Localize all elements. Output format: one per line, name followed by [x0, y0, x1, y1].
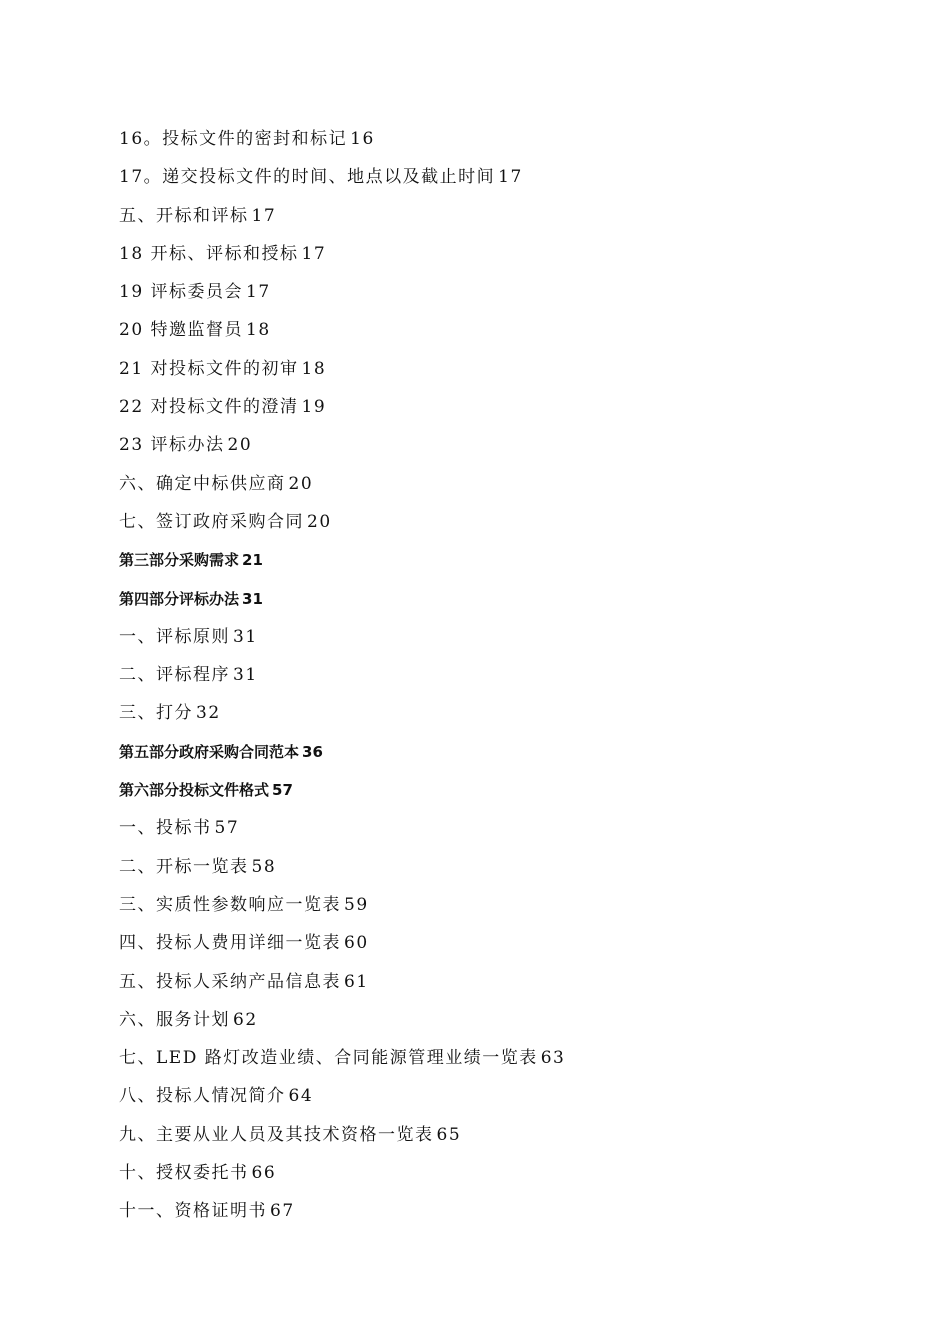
toc-entry[interactable] — [119, 809, 879, 847]
toc-entry-title: 第三部分采购需求 — [119, 551, 240, 570]
toc-page-number: 58 — [251, 856, 277, 877]
toc-entry-title: 二、评标程序 — [119, 665, 230, 686]
toc-entry[interactable] — [119, 388, 879, 426]
toc-page-number: 63 — [540, 1048, 566, 1069]
toc-entry[interactable] — [119, 1039, 879, 1077]
toc-page-number: 20 — [288, 473, 314, 494]
toc-entry-title: 19 评标委员会 — [119, 282, 244, 303]
toc-entry-title: 一、投标书 — [119, 818, 212, 839]
toc-entry[interactable] — [119, 1116, 879, 1154]
table-of-contents — [119, 120, 879, 1231]
toc-entry-title: 七、LED 路灯改造业绩、合同能源管理业绩一览表 — [119, 1048, 538, 1069]
toc-part-heading[interactable] — [119, 733, 879, 771]
toc-entry-title: 第五部分政府采购合同范本 — [119, 742, 300, 761]
toc-entry[interactable] — [119, 924, 879, 962]
toc-entry-title: 18 开标、评标和授标 — [119, 243, 299, 264]
toc-entry[interactable] — [119, 1001, 879, 1039]
toc-entry-title: 五、开标和评标 — [119, 205, 249, 226]
toc-entry[interactable] — [119, 350, 879, 388]
toc-entry[interactable] — [119, 848, 879, 886]
toc-entry-title: 十、授权委托书 — [119, 1163, 249, 1184]
toc-part-heading[interactable] — [119, 541, 879, 579]
toc-page-number: 32 — [196, 703, 221, 724]
toc-page-number: 18 — [301, 358, 327, 379]
toc-entry[interactable] — [119, 273, 879, 311]
toc-page-number: 66 — [251, 1163, 277, 1184]
toc-entry[interactable] — [119, 694, 879, 732]
toc-entry-title: 八、投标人情况简介 — [119, 1086, 286, 1107]
toc-entry-title: 23 评标办法 — [119, 435, 225, 456]
toc-page-number: 20 — [227, 435, 253, 456]
toc-page-number: 57 — [272, 781, 293, 800]
toc-page-number: 20 — [307, 511, 332, 532]
toc-page-number: 31 — [233, 665, 258, 686]
toc-page-number: 59 — [344, 894, 369, 915]
toc-page-number: 17 — [246, 282, 271, 303]
toc-entry[interactable] — [119, 618, 879, 656]
toc-part-heading[interactable] — [119, 771, 879, 809]
toc-page-number: 61 — [344, 971, 369, 992]
toc-entry[interactable] — [119, 465, 879, 503]
toc-entry-title: 22 对投标文件的澄清 — [119, 397, 299, 418]
toc-entry-title: 六、确定中标供应商 — [119, 473, 286, 494]
toc-entry[interactable] — [119, 158, 879, 196]
toc-entry[interactable] — [119, 120, 879, 158]
toc-page-number: 17 — [251, 205, 277, 226]
toc-entry-title: 三、打分 — [119, 703, 193, 724]
toc-page-number: 19 — [301, 397, 327, 418]
toc-entry[interactable] — [119, 1154, 879, 1192]
toc-page-number: 65 — [436, 1124, 462, 1145]
toc-entry-title: 九、主要从业人员及其技术资格一览表 — [119, 1124, 434, 1145]
toc-page-number: 64 — [288, 1086, 314, 1107]
toc-entry-title: 十一、资格证明书 — [119, 1201, 267, 1222]
toc-page-number: 62 — [233, 1009, 258, 1030]
toc-entry-title: 四、投标人费用详细一览表 — [119, 933, 341, 954]
toc-entry[interactable] — [119, 656, 879, 694]
toc-page-number: 60 — [344, 933, 369, 954]
toc-page-number: 57 — [214, 818, 240, 839]
toc-entry-title: 16。投标文件的密封和标记 — [119, 129, 348, 149]
toc-entry-title: 三、实质性参数响应一览表 — [119, 894, 341, 915]
toc-entry-title: 第四部分评标办法 — [119, 589, 240, 608]
toc-entry-title: 六、服务计划 — [119, 1009, 230, 1030]
toc-entry[interactable] — [119, 311, 879, 349]
toc-page-number: 17 — [301, 243, 327, 264]
toc-page-number: 31 — [242, 589, 263, 608]
toc-entry[interactable] — [119, 1077, 879, 1115]
toc-entry[interactable] — [119, 886, 879, 924]
toc-entry-title: 七、签订政府采购合同 — [119, 511, 304, 532]
toc-entry-title: 第六部分投标文件格式 — [119, 781, 270, 800]
toc-part-heading[interactable] — [119, 580, 879, 618]
toc-page-number: 36 — [302, 742, 323, 761]
toc-entry-title: 五、投标人采纳产品信息表 — [119, 971, 341, 992]
toc-entry[interactable] — [119, 235, 879, 273]
toc-page-number: 16 — [350, 129, 375, 149]
toc-entry[interactable] — [119, 1192, 879, 1230]
toc-entry[interactable] — [119, 963, 879, 1001]
toc-entry[interactable] — [119, 197, 879, 235]
toc-entry-title: 17。递交投标文件的时间、地点以及截止时间 — [119, 167, 496, 188]
toc-entry[interactable] — [119, 503, 879, 541]
toc-entry-title: 二、开标一览表 — [119, 856, 249, 877]
toc-entry[interactable] — [119, 426, 879, 464]
toc-page-number: 17 — [498, 167, 523, 188]
toc-page-number: 18 — [246, 320, 271, 341]
toc-page-number: 21 — [242, 551, 263, 570]
toc-entry-title: 一、评标原则 — [119, 626, 230, 647]
toc-entry-title: 21 对投标文件的初审 — [119, 358, 299, 379]
toc-page-number: 31 — [233, 626, 258, 647]
toc-entry-title: 20 特邀监督员 — [119, 320, 244, 341]
toc-page-number: 67 — [270, 1201, 295, 1222]
